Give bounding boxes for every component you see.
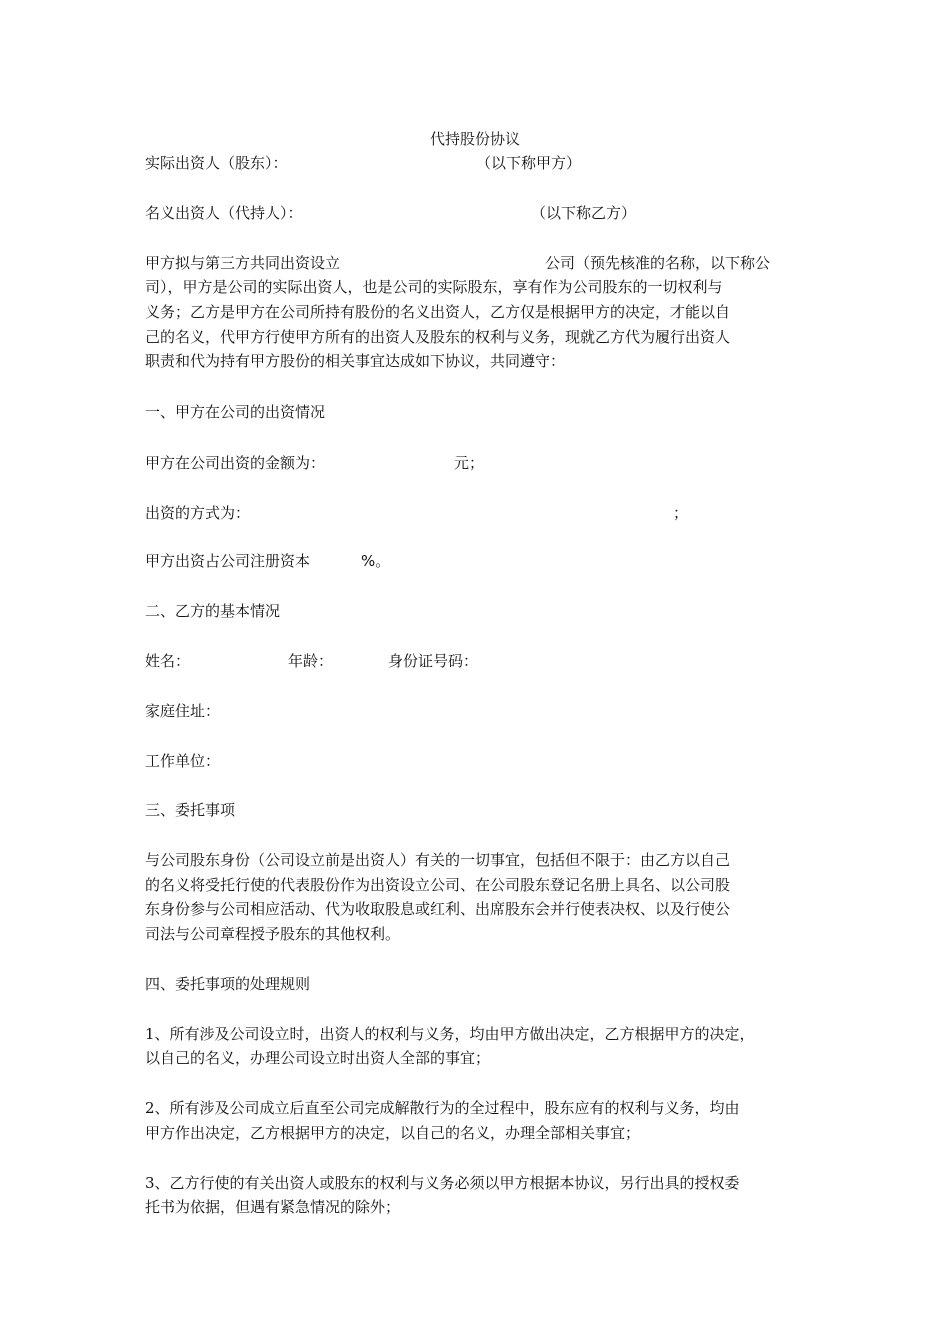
rule-3-line-2: 托书为依据，但遇有紧急情况的除外；	[145, 1198, 401, 1216]
intro-line-4: 己的名义，代甲方行使甲方所有的出资人及股东的权利与义务，现就乙方代为履行出资人	[145, 328, 731, 346]
ratio-unit: %。	[361, 552, 391, 570]
section-4-heading: 四、委托事项的处理规则	[145, 975, 311, 993]
rule-1-line-2: 以自己的名义，办理公司设立时出资人全部的事宜；	[145, 1049, 491, 1067]
section-1-heading: 一、甲方在公司的出资情况	[145, 403, 326, 421]
rule-2-line-2: 甲方作出决定，乙方根据甲方的决定，以自己的名义，办理全部相关事宜；	[145, 1124, 641, 1142]
section-3-line-2: 的名义将受托行使的代表股份作为出资设立公司、在公司股东登记名册上具名、以公司股	[145, 876, 731, 894]
section-3-line-3: 东身份参与公司相应活动、代为收取股息或红利、出席股东会并行使表决权、以及行使公	[145, 900, 731, 918]
method-end: ；	[673, 504, 689, 522]
section-3-line-4: 司法与公司章程授予股东的其他权利。	[145, 925, 401, 943]
party-b-label: 名义出资人（代持人）：	[145, 204, 303, 222]
rule-3-line-1: 3、乙方行使的有关出资人或股东的权利与义务必须以甲方根据本协议，另行出具的授权委	[145, 1174, 740, 1192]
name-label: 姓名：	[145, 652, 191, 670]
intro-line-5: 职责和代为持有甲方股份的相关事宜达成如下协议，共同遵守：	[145, 352, 566, 370]
rule-1-line-1: 1、所有涉及公司设立时，出资人的权利与义务，均由甲方做出决定，乙方根据甲方的决定，	[145, 1025, 755, 1043]
party-b-suffix: （以下称乙方）	[531, 204, 637, 222]
amount-label: 甲方在公司出资的金额为：	[145, 454, 326, 472]
work-unit-label: 工作单位：	[145, 752, 221, 770]
intro-line-2: 司），甲方是公司的实际出资人，也是公司的实际股东，享有作为公司股东的一切权利与	[145, 278, 723, 296]
age-label: 年龄：	[288, 652, 334, 670]
rule-2-line-1: 2、所有涉及公司成立后直至公司完成解散行为的全过程中，股东应有的权利与义务，均由	[145, 1099, 740, 1117]
address-label: 家庭住址：	[145, 702, 221, 720]
id-number-label: 身份证号码：	[388, 652, 479, 670]
intro-line-1a: 甲方拟与第三方共同出资设立	[145, 254, 341, 272]
party-a-label: 实际出资人（股东）：	[145, 154, 288, 172]
method-label: 出资的方式为：	[145, 504, 251, 522]
intro-line-1b: 公司（预先核准的名称，以下称公	[545, 254, 771, 272]
section-3-heading: 三、委托事项	[145, 801, 236, 819]
section-3-line-1: 与公司股东身份（公司设立前是出资人）有关的一切事宜，包括但不限于：由乙方以自己	[145, 851, 731, 869]
intro-line-3: 义务；乙方是甲方在公司所持有股份的名义出资人，乙方仅是根据甲方的决定，才能以自	[145, 303, 731, 321]
amount-unit: 元；	[454, 454, 485, 472]
section-2-heading: 二、乙方的基本情况	[145, 602, 281, 620]
ratio-label: 甲方出资占公司注册资本	[145, 552, 311, 570]
document-title: 代持股份协议	[429, 130, 520, 148]
party-a-suffix: （以下称甲方）	[476, 154, 582, 172]
